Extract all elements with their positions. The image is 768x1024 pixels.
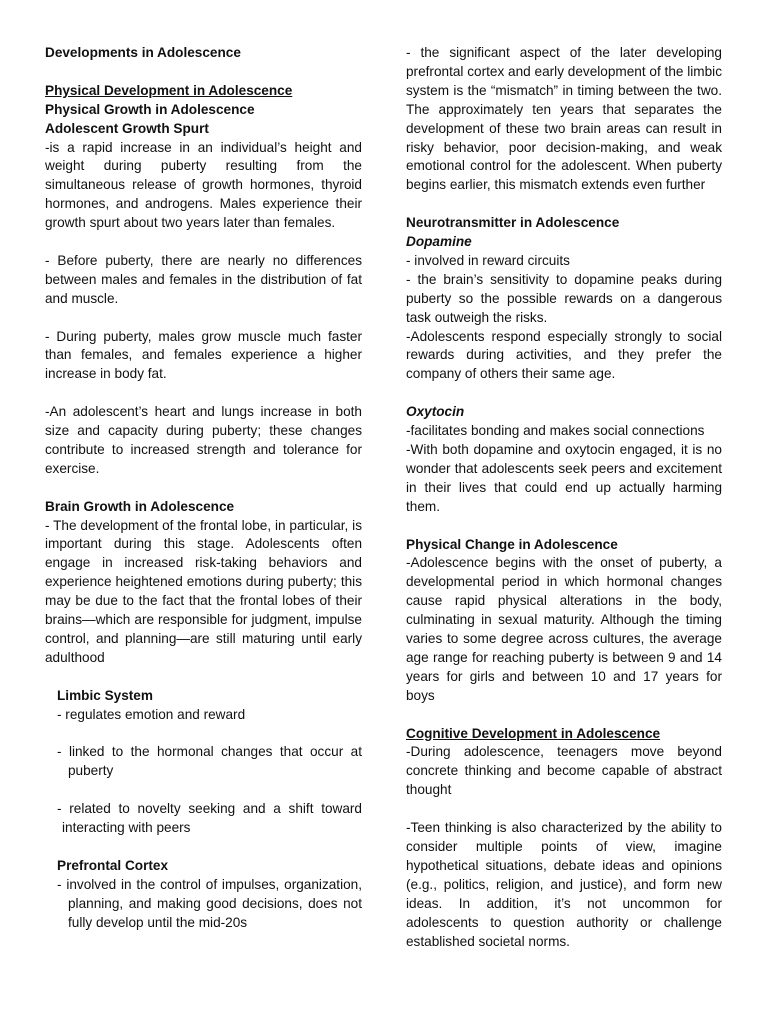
cognitive-paragraph: -During adolescence, teenagers move beyond concrete thinking and become capable of abstract thought — [406, 744, 722, 798]
neurotransmitter-heading: Neurotransmitter in Adolescence — [406, 215, 620, 231]
right-column — [406, 44, 722, 951]
limbic-point: - linked to the hormonal changes that occur at puberty — [57, 744, 362, 779]
oxytocin-point: -With both dopamine and oxytocin engaged, it is no wonder that adolescents seek peers and excitement in their lives that could end up actually harming them. — [406, 442, 722, 514]
limbic-point: - related to novelty seeking and a shift toward interacting with peers — [57, 801, 362, 836]
brain-growth-heading: Brain Growth in Adolescence — [45, 498, 235, 514]
dopamine-point: - involved in reward circuits — [406, 252, 570, 268]
dopamine-heading: Dopamine — [406, 234, 472, 250]
document-title: Developments in Adolescence — [45, 45, 241, 60]
heart-lungs-paragraph: -An adolescent’s heart and lungs increase in both size and capacity during puberty; these changes contribute to increased strength and tolerance for exercise. — [45, 404, 362, 476]
cognitive-paragraph: -Teen thinking is also characterized by the ability to consider multiple points of view, imagine hypothetical situations, debate ideas and opinions (e.g., politics, religion, and justice), and form new ideas. In addition, it’s not uncommon for adolescents to question authority or challenge established societal norms. — [406, 820, 722, 949]
physical-change-heading: Physical Change in Adolescence — [406, 536, 618, 552]
growth-spurt-paragraph: -is a rapid increase in an individual’s height and weight during puberty resulting from the simultaneous release of growth hormones, thyroid hormones, and androgens. Males experience their growth spurt about two years later than females. — [45, 139, 362, 231]
dopamine-point: -Adolescents respond especially strongly to social rewards during activities, and they prefer the company of others their same age. — [406, 328, 722, 382]
cognitive-development-heading: Cognitive Development in Adolescence — [406, 725, 661, 741]
prefrontal-cortex-paragraph: - involved in the control of impulses, organization, planning, and making good decisions, does not fully develop until the mid-20s — [57, 876, 362, 930]
brain-growth-paragraph: - The development of the frontal lobe, in particular, is important during this stage. Adolescents often engage in increased risk-taking behaviors and experience heightened emotions during puberty; this may be due to the fact that the frontal lobes of their brains—which are responsible for judgment, impulse control, and planning—are still maturing until early adulthood — [45, 517, 362, 665]
physical-development-heading: Physical Development in Adolescence — [45, 82, 293, 98]
physical-change-paragraph: -Adolescence begins with the onset of puberty, a developmental period in which hormonal changes cause rapid physical alterations in the body, culminating in sexual maturity. Although the timing varies to some degree across cultures, the average age range for reaching puberty is between 9 and 14 years for girls and between 10 and 17 years for boys — [406, 555, 722, 703]
before-puberty-paragraph: - Before puberty, there are nearly no differences between males and females in the distribution of fat and muscle. — [45, 252, 362, 306]
physical-growth-heading: Physical Growth in Adolescence — [45, 101, 255, 117]
mismatch-paragraph: - the significant aspect of the later developing prefrontal cortex and early development of the limbic system is the “mismatch” in timing between the two. The approximately ten years that separates the development of these two brain areas can result in risky behavior, poor decision-making, and weak emotional control for the adolescent. When puberty begins earlier, this mismatch extends even further — [406, 45, 722, 193]
limbic-system-heading: Limbic System — [57, 687, 153, 703]
limbic-point: - regulates emotion and reward — [57, 706, 246, 722]
growth-spurt-heading: Adolescent Growth Spurt — [45, 120, 209, 136]
left-column — [45, 44, 362, 932]
oxytocin-point: -facilitates bonding and makes social connections — [406, 423, 705, 439]
during-puberty-paragraph: - During puberty, males grow muscle much faster than females, and females experience a higher increase in body fat. — [45, 328, 362, 382]
dopamine-point: - the brain’s sensitivity to dopamine peaks during puberty so the possible rewards on a dangerous task outweigh the risks. — [406, 271, 722, 325]
oxytocin-heading: Oxytocin — [406, 404, 465, 420]
prefrontal-cortex-heading: Prefrontal Cortex — [57, 857, 169, 873]
